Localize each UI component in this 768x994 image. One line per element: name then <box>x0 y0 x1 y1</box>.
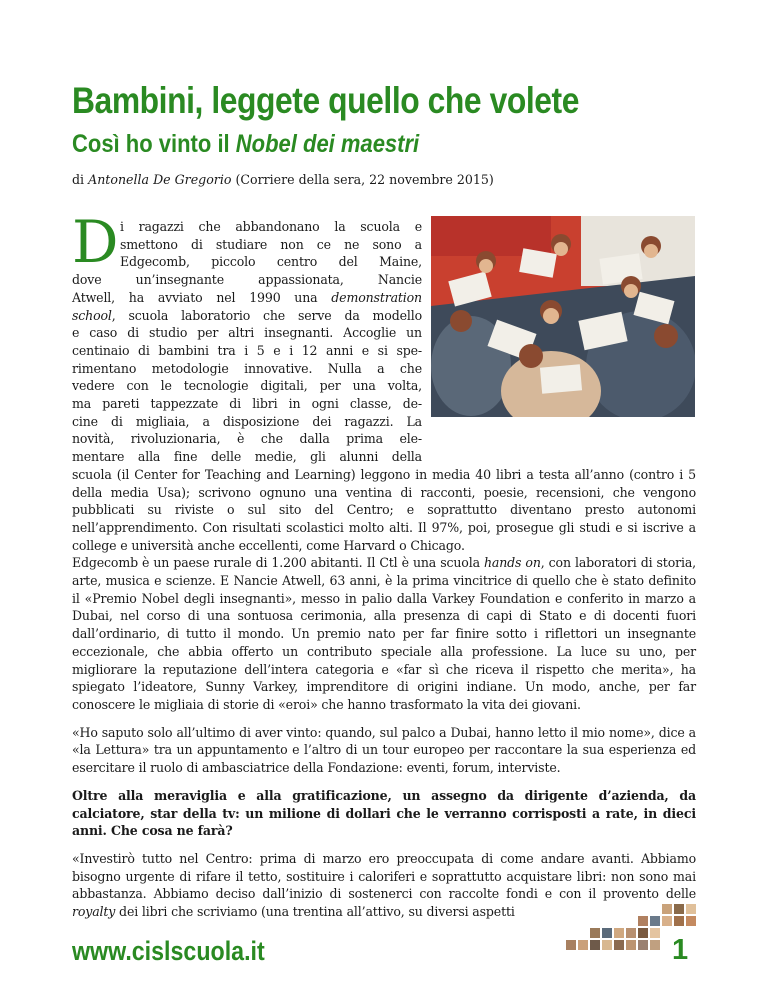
byline-prefix: di <box>72 172 89 187</box>
page-number: 1 <box>672 934 689 966</box>
intro-line: e caso di studio per altri insegnanti. Accoglie un <box>72 325 422 341</box>
intro-line: cine di migliaia, a disposizione dei ragazzi. La <box>72 413 422 429</box>
intro-line: ma pareti tappezzate di libri in ogni classe, de- <box>72 396 422 412</box>
byline-author: Antonella De Gregorio <box>88 172 232 187</box>
intro-line <box>72 289 422 307</box>
intro-text: , scuola laboratorio che serve da modello <box>111 307 422 323</box>
paragraph-text: Edgecomb è un paese rurale di 1.200 abitanti. Il Ctl è una scuola <box>72 555 484 571</box>
intro-line: rimentano metodologie innovative. Nulla a che <box>72 360 422 376</box>
intro-line: vedere con le tecnologie digitali, per una volta, <box>72 378 422 394</box>
intro-line: mentare alla fine delle medie, gli alunni della <box>72 449 422 465</box>
intro-line: Edgecomb, piccolo centro del Maine, <box>120 254 422 270</box>
interview-question: Oltre alla meraviglia e alla gratificazione, un assegno da dirigente d’azienda, da calciatore, star della tv: un milione di dollari che le verranno corrisposti a rate, in dieci anni. Che cosa ne farà? <box>72 787 696 839</box>
paragraph <box>72 554 696 713</box>
paragraph: «Ho saputo solo all’ultimo di aver vinto: quando, sul palco a Dubai, hanno letto il mio nome», dice a «la Lettura» tra un appuntamento e l’altro di un tour europeo per raccontare la sua esperienza ed esercitare il ruolo di ambasciatrice della Fondazione: eventi, forum, interviste. <box>72 724 696 776</box>
article-title: Bambini, leggete quello che volete <box>72 80 579 121</box>
intro-line: i ragazzi che abbandonano la scuola e <box>120 219 422 234</box>
intro-emphasis: demonstration <box>331 289 422 305</box>
paragraph-text: dei libri che scriviamo (una trentina all’attivo, su diversi aspetti <box>115 904 515 920</box>
footer-website-link[interactable]: www.cislscuola.it <box>72 936 265 966</box>
subtitle-prefix: Così ho vinto il <box>72 130 236 158</box>
wrapped-intro <box>72 218 422 466</box>
paragraph-emphasis: royalty <box>72 904 116 920</box>
byline <box>72 172 494 187</box>
article-body <box>72 218 696 921</box>
paragraph-emphasis: hands on <box>483 555 541 571</box>
paragraph-text: , con laboratori di storia, arte, musica e scienze. E Nancie Atwell, 63 anni, è la prima vincitrice di quello che è stato definito il «Premio Nobel degli insegnanti», messo in palio dalla Varkey Foundation e conferito in marzo a Dubai, nel corso di una sontuosa cerimonia, alla presenza di capi di Stato e di docenti fuori dall’ordinario, di tutto il mondo. Un premio nato per far finire sotto i riflettori un insegnante eccezionale, che abbia offerto un contributo speciale alla professione. La luce su uno, per migliorare la reputazione dell’intera categoria e «far sì che riceva il rispetto che merita», ha spiegato l’ideatore, Sunny Varkey, imprenditore di origini indiane. Un modo, anche, per far conoscere le migliaia di storie di «eroi» che hanno trasformato la vita dei giovani. <box>72 555 696 712</box>
intro-line: novità, rivoluzionaria, è che dalla prima ele- <box>72 431 422 447</box>
intro-line: smettono di studiare non ce ne sono a <box>120 236 422 252</box>
intro-line <box>72 307 422 325</box>
paragraph: scuola (il Center for Teaching and Learning) leggono in media 40 libri a testa all’anno (contro i 5 della media Usa); scrivono ognuno una ventina di racconti, poesie, recensioni, che vengono pubblicati su riviste o sul sito del Centro; e soprattutto diventano presto autonomi nell’apprendimento. Con risultati scolastici molto alti. Il 97%, poi, prosegue gli studi e si iscrive a college e università anche eccellenti, come Harvard o Chicago. <box>72 466 696 553</box>
drop-cap: D <box>72 208 119 276</box>
intro-text: Atwell, ha avviato nel 1990 una <box>72 289 332 305</box>
article-subtitle <box>72 130 419 159</box>
byline-source: (Corriere della sera, 22 novembre 2015) <box>231 172 494 187</box>
intro-line: centinaio di bambini tra i 5 e i 12 anni e si spe- <box>72 342 422 358</box>
intro-line: dove un’insegnante appassionata, Nancie <box>72 272 422 288</box>
paragraph-text: «Investirò tutto nel Centro: prima di marzo ero preoccupata di come andare avanti. Abbiamo bisogno urgente di rifare il tetto, sostituire i caloriferi e soprattutto acquistare libri: non sono mai abbastanza. Abbiamo deciso dall’inizio di sostenerci con raccolte fondi e con il provento delle <box>72 850 696 902</box>
subtitle-emphasis: Nobel dei maestri <box>235 130 420 158</box>
intro-emphasis: school <box>72 307 112 323</box>
